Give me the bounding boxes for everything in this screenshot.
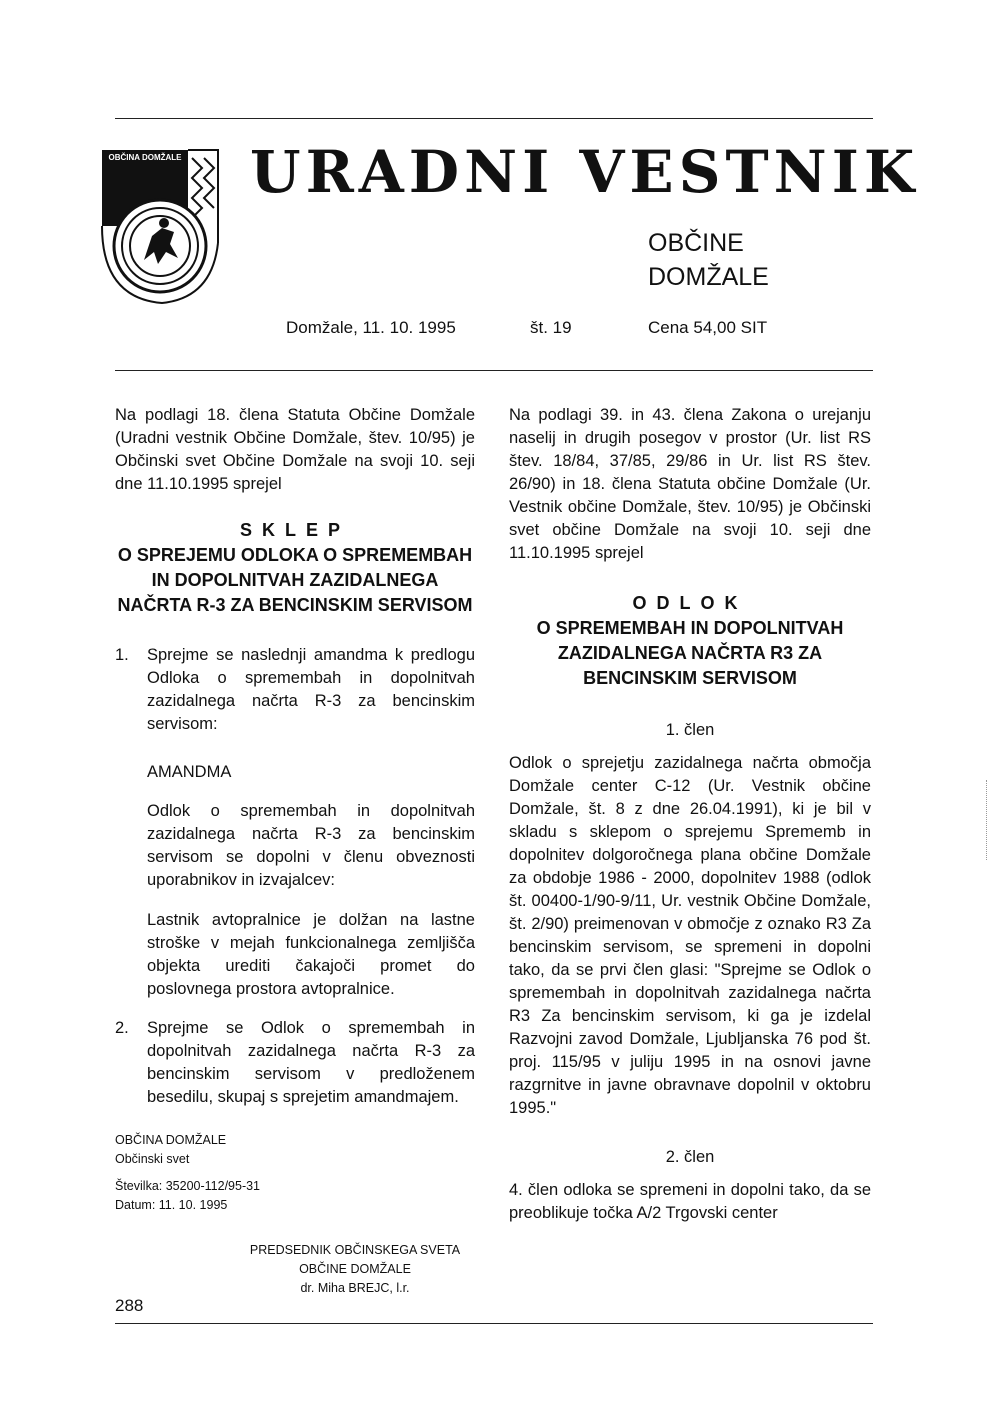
signature-line-2: OBČINE DOMŽALE <box>299 1262 411 1276</box>
right-intro: Na podlagi 39. in 43. člena Zakona o urejanju naselij in drugih posegov v prostor (Ur. list RS štev. 18/84, 37/85, 29/86 in Ur. list RS štev. 26/90) in 18. člena Statuta občine Domžale (Ur. Vestnik občine Domžale, štev. 10/95) je Občinski svet občine Domžale na svoji 10. seji dne 11.10.1995 sprejel <box>509 406 871 562</box>
amandma-paragraph-1: Odlok o spremembah in dopolnitvah zazidalnega načrta R-3 za bencinskim servisom se dopolni v členu obveznosti uporabnikov in izvajalcev: <box>147 802 475 889</box>
sklep-heading: SKLEP <box>239 520 350 540</box>
title-subtitle <box>648 226 769 294</box>
footer-rule <box>115 1323 873 1324</box>
document-number: Številka: 35200-112/95-31 <box>115 1179 261 1193</box>
sklep-title: O SPREJEMU ODLOKA O SPREMEMBAH IN DOPOLNITVAH ZAZIDALNEGA NAČRTA R-3 ZA BENCINSKIM SERVISOM <box>117 545 473 615</box>
signature-line-3: dr. Miha BREJC, l.r. <box>300 1281 410 1295</box>
scan-margin-marks <box>986 780 990 860</box>
clen-2-heading: 2. člen <box>665 1148 715 1166</box>
issuer-sub: Občinski svet <box>115 1152 190 1166</box>
signature-block <box>115 1241 475 1298</box>
right-column <box>509 404 871 1225</box>
item-text: Sprejme se Odlok o spremembah in dopolnitvah zazidalnega načrta R-3 za bencinskim servisom v predloženem besedilu, skupaj s sprejetim amandmajem. <box>147 1019 475 1106</box>
amandma-label: AMANDMA <box>147 762 232 781</box>
signature-line-1: PREDSEDNIK OBČINSKEGA SVETA <box>249 1243 461 1257</box>
issue-number: št. 19 <box>530 318 572 337</box>
sklep-item-1 <box>115 644 475 736</box>
left-intro: Na podlagi 18. člena Statuta Občine Domžale (Uradni vestnik Občine Domžale, štev. 10/95) je Občinski svet Občine Domžale na svoji 10. seji dne 11.10.1995 sprejel <box>115 406 475 493</box>
item-number: 2. <box>115 1019 129 1037</box>
header-rule <box>115 370 873 371</box>
item-text: Sprejme se naslednji amandma k predlogu Odloka o spremembah in dopolnitvah zazidalnega načrta R-3 za bencinskim servisom: <box>147 646 475 733</box>
subtitle-line-1: OBČINE <box>648 229 744 257</box>
logo-text: OBČINA DOMŽALE <box>108 153 182 162</box>
municipality-logo <box>100 148 220 306</box>
document-date: Datum: 11. 10. 1995 <box>115 1198 228 1212</box>
top-rule <box>115 118 873 119</box>
issuer-org: OBČINA DOMŽALE <box>115 1133 227 1147</box>
odlok-title: O SPREMEMBAH IN DOPOLNITVAH ZAZIDALNEGA NAČRTA R3 ZA BENCINSKIM SERVISOM <box>536 618 844 688</box>
page-number: 288 <box>115 1296 144 1315</box>
price: Cena 54,00 SIT <box>648 318 768 337</box>
clen-2-text: 4. člen odloka se spremeni in dopolni tako, da se preoblikuje točka A/2 Trgovski center <box>509 1181 871 1222</box>
sklep-item-2 <box>115 1017 475 1109</box>
amandma-paragraph-2: Lastnik avtopralnice je dolžan na lastne stroške v mejah funkcionalnega zemljišča objekta urediti čakajoči promet do poslovnega prostora avtopralnice. <box>147 910 475 998</box>
item-number: 1. <box>115 646 129 664</box>
left-column <box>115 404 475 1298</box>
clen-1-text: Odlok o sprejetju zazidalnega načrta območja Domžale center C-12 (Ur. Vestnik občine Domžale, št. 8 z dne 26.04.1991), ki je bil v skladu s sklepom o sprejemu Sprememb in dopolnitev dolgoročnega plana občine Domžale za obdobje 1986 - 2000, dopolnitev 1988 (odlok št. 00400-1/90-9/11, Ur. vestnik Občine Domžale, št. 2/90) preimenovan v območje z oznako R3 Za bencinskim servisom, se spremeni in dopolni tako, da se prvi člen glasi: "Sprejme se Odlok o spremembah in dopolnitvah zazidalnega načrta R3 Za bencinskim servisom, ki ga je izdelal Razvojni zavod Domžale, Ljubljanska 76 pod št. proj. 115/95 v juliju 1995 in na osnovi javne razgrnitve in javne obravnave dopolnil v oktobru 1995." <box>509 754 871 1117</box>
issuer-block <box>115 1131 475 1215</box>
odlok-heading: ODLOK <box>632 593 748 613</box>
newspaper-title: URADNI VESTNIK <box>250 138 920 206</box>
place-date: Domžale, 11. 10. 1995 <box>286 318 456 337</box>
clen-1-heading: 1. člen <box>665 721 715 739</box>
subtitle-line-2: DOMŽALE <box>648 263 769 291</box>
